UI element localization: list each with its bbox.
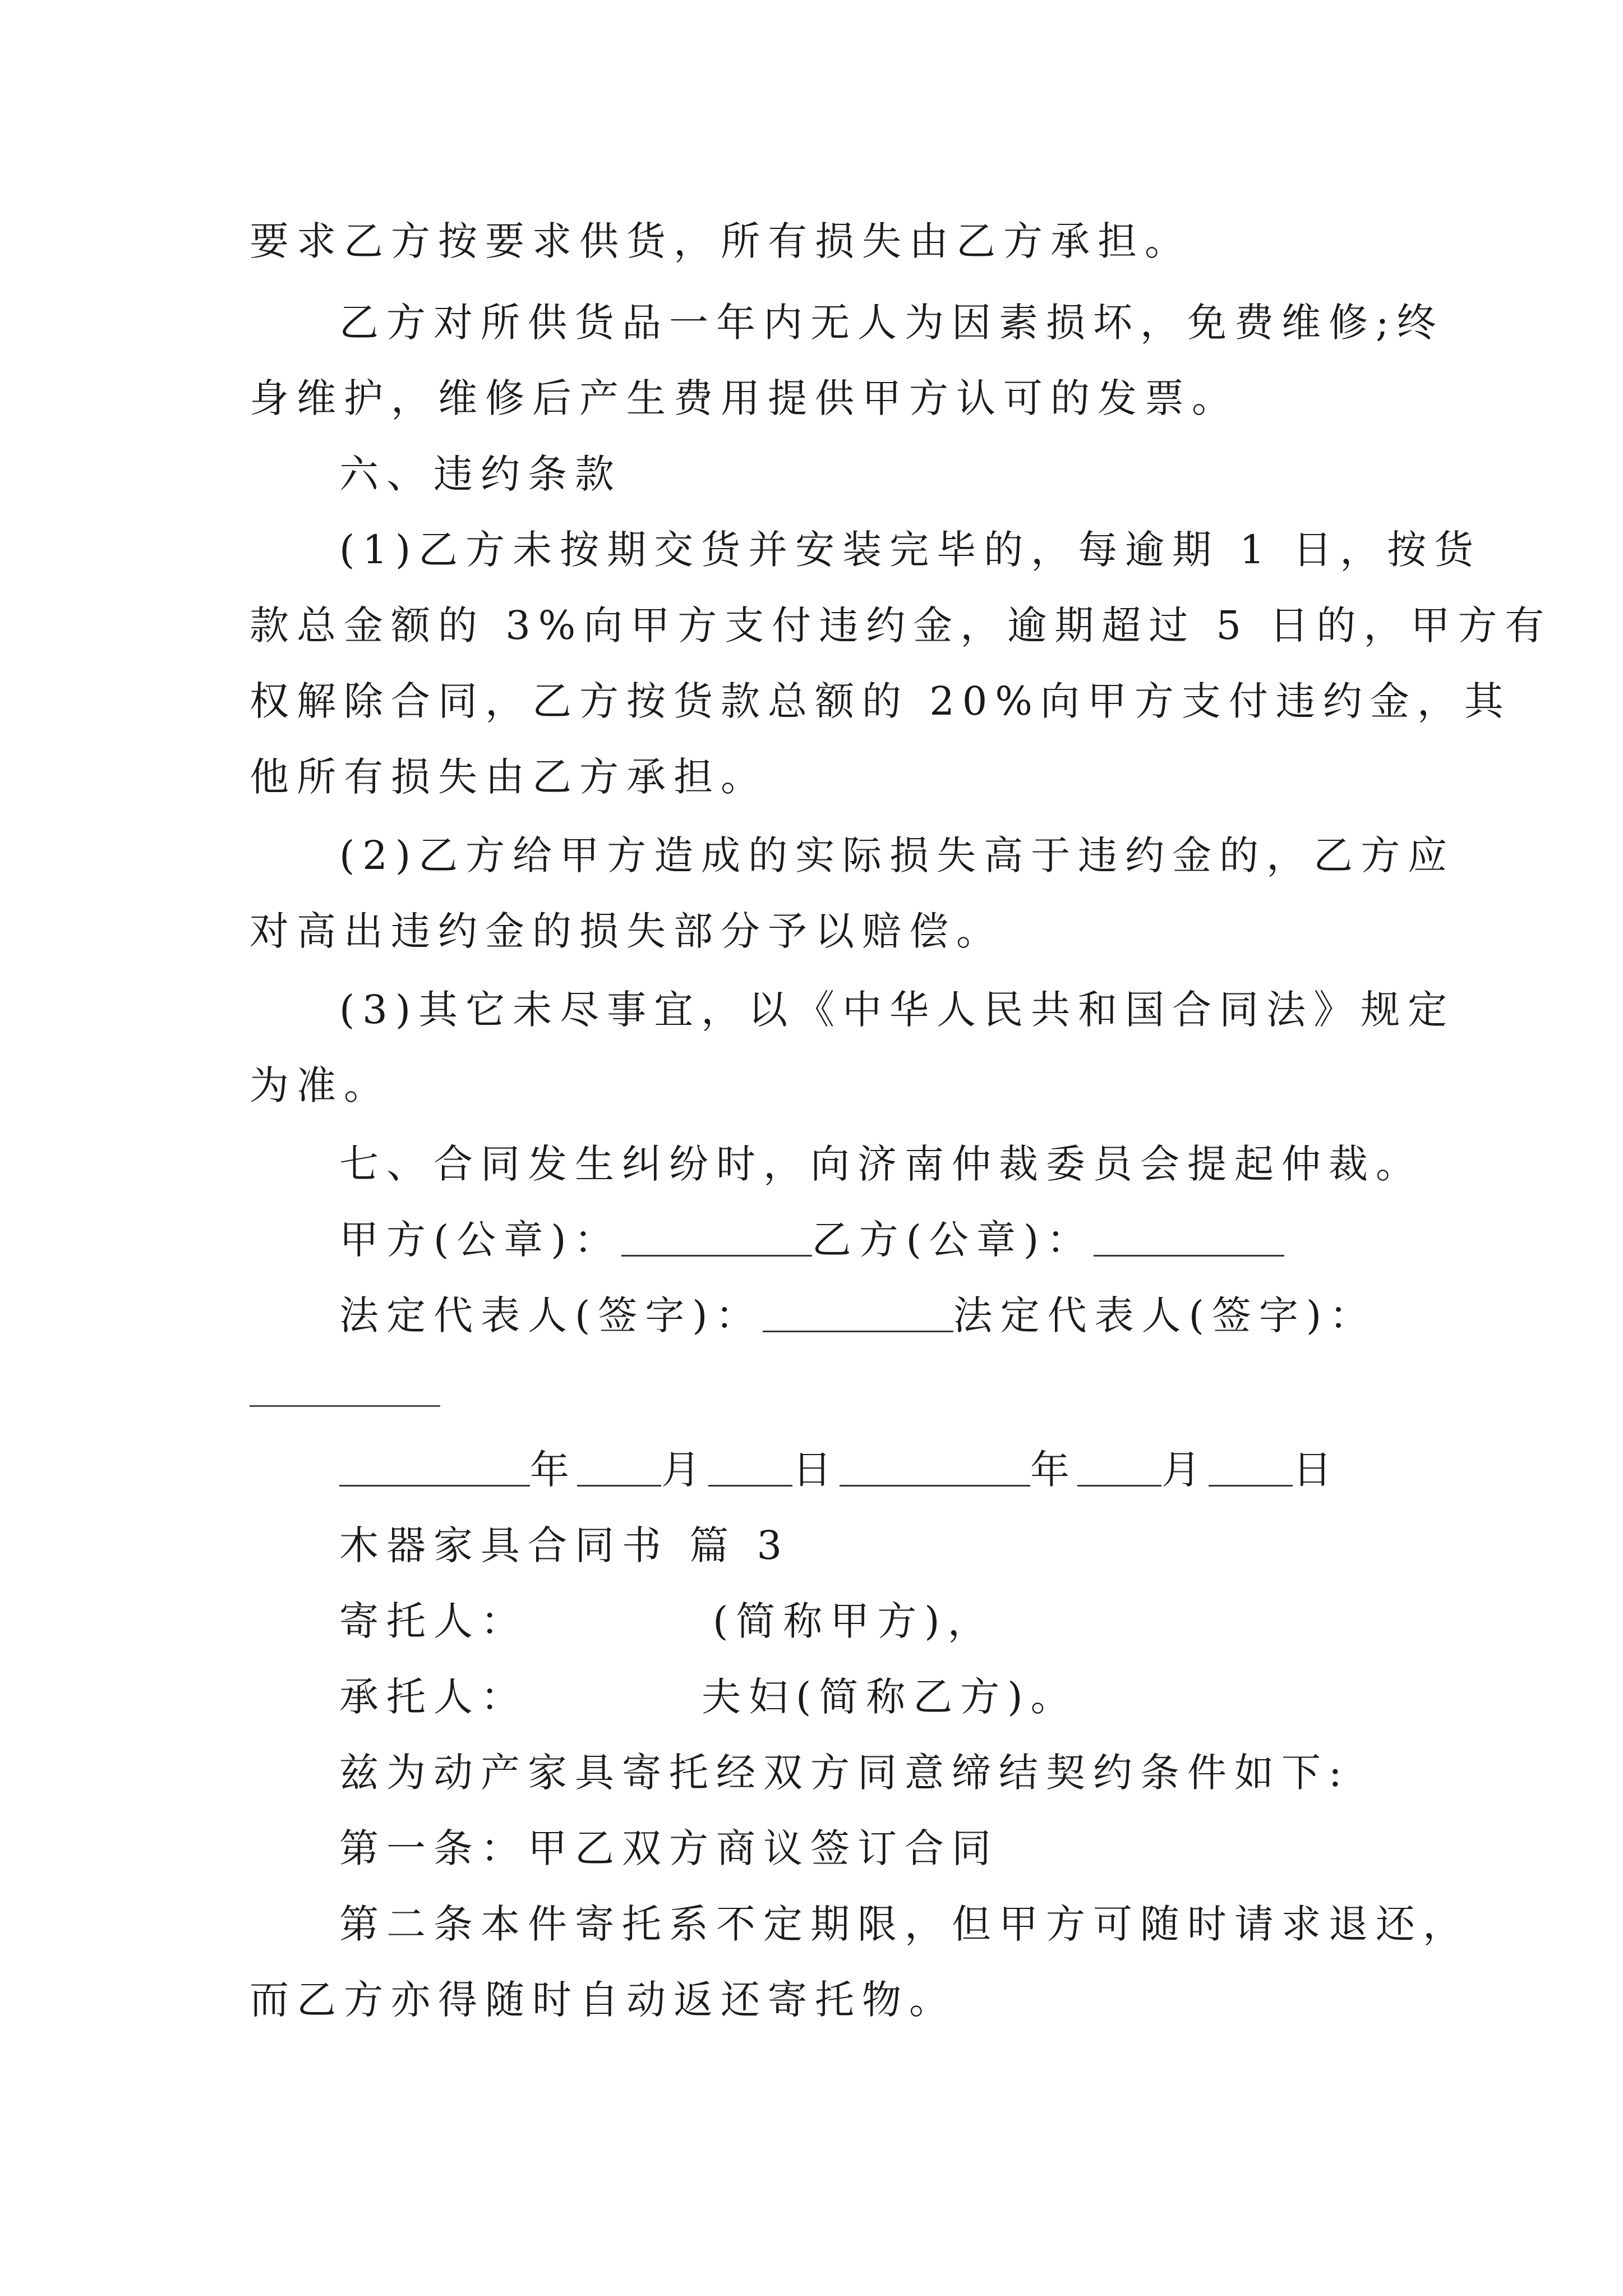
rep-b-blank bbox=[250, 1405, 440, 1407]
date-a-year-blank bbox=[339, 1446, 530, 1487]
rep-b-label: 法定代表人(签字)： bbox=[953, 1292, 1377, 1338]
clause-2-line1: (2)乙方给甲方造成的实际损失高于违约金的，乙方应 bbox=[339, 832, 1455, 878]
clause-1-line3: 权解除合同，乙方按货款总额的 20%向甲方支付违约金，其 bbox=[250, 678, 1511, 724]
month-label: 月 bbox=[1161, 1447, 1209, 1493]
paragraph-warranty-line2: 身维护，维修后产生费用提供甲方认可的发票。 bbox=[250, 375, 1239, 421]
date-b-year-blank bbox=[840, 1446, 1030, 1487]
party-a-seal-blank bbox=[621, 1216, 812, 1257]
party-a-seal-label: 甲方(公章)： bbox=[339, 1217, 621, 1263]
clause-1-line4: 他所有损失由乙方承担。 bbox=[250, 754, 768, 800]
date-a-month-blank bbox=[577, 1446, 661, 1487]
date-line bbox=[339, 1444, 1340, 1495]
paragraph-supply-loss: 要求乙方按要求供货，所有损失由乙方承担。 bbox=[250, 218, 1192, 264]
clause-3-line1: (3)其它未尽事宜，以《中华人民共和国合同法》规定 bbox=[339, 987, 1455, 1033]
clause-2-line2: 对高出违约金的损失部分予以赔偿。 bbox=[250, 908, 1003, 954]
seal-line bbox=[339, 1214, 1284, 1265]
consignor-label: 寄托人： bbox=[339, 1598, 528, 1644]
date-b-month-blank bbox=[1077, 1446, 1161, 1487]
date-a-day-blank bbox=[708, 1446, 792, 1487]
clause-second-line1: 第二条本件寄托系不定期限，但甲方可随时请求退还， bbox=[339, 1901, 1470, 1947]
paragraph-warranty-line1: 乙方对所供货品一年内无人为因素损坏，免费维修;终 bbox=[339, 300, 1444, 346]
rep-a-label: 法定代表人(签字)： bbox=[339, 1292, 763, 1338]
consignee-note: 夫妇(简称乙方)。 bbox=[702, 1674, 1078, 1720]
date-b-day-blank bbox=[1209, 1446, 1293, 1487]
article-title: 木器家具合同书 篇 3 bbox=[339, 1522, 790, 1568]
consignee-label: 承托人： bbox=[339, 1674, 528, 1720]
consignor-note: (简称甲方)， bbox=[713, 1598, 995, 1644]
intro-paragraph: 兹为动产家具寄托经双方同意缔结契约条件如下: bbox=[339, 1750, 1350, 1796]
clause-1-line1: (1)乙方未按期交货并安装完毕的，每逾期 1 日，按货 bbox=[339, 527, 1482, 573]
section-heading-breach: 六、违约条款 bbox=[339, 451, 622, 497]
clause-second-line2: 而乙方亦得随时自动返还寄托物。 bbox=[250, 1977, 956, 2023]
month-label: 月 bbox=[661, 1447, 708, 1493]
clause-3-line2: 为准。 bbox=[250, 1062, 391, 1108]
day-label: 日 bbox=[792, 1447, 840, 1493]
consignor-line bbox=[339, 1596, 995, 1646]
year-label: 年 bbox=[1030, 1447, 1077, 1493]
section-heading-dispute: 七、合同发生纠纷时，向济南仲裁委员会提起仲裁。 bbox=[339, 1141, 1423, 1187]
representative-line bbox=[339, 1290, 1376, 1341]
party-b-seal-blank bbox=[1094, 1216, 1284, 1257]
rep-a-blank bbox=[763, 1291, 953, 1332]
year-label: 年 bbox=[530, 1447, 577, 1493]
day-label: 日 bbox=[1293, 1447, 1340, 1493]
clause-first: 第一条：甲乙双方商议签订合同 bbox=[339, 1825, 999, 1871]
consignee-line bbox=[339, 1672, 1078, 1722]
party-b-seal-label: 乙方(公章)： bbox=[811, 1217, 1094, 1263]
clause-1-line2: 款总金额的 3%向甲方支付违约金，逾期超过 5 日的，甲方有 bbox=[250, 602, 1552, 648]
